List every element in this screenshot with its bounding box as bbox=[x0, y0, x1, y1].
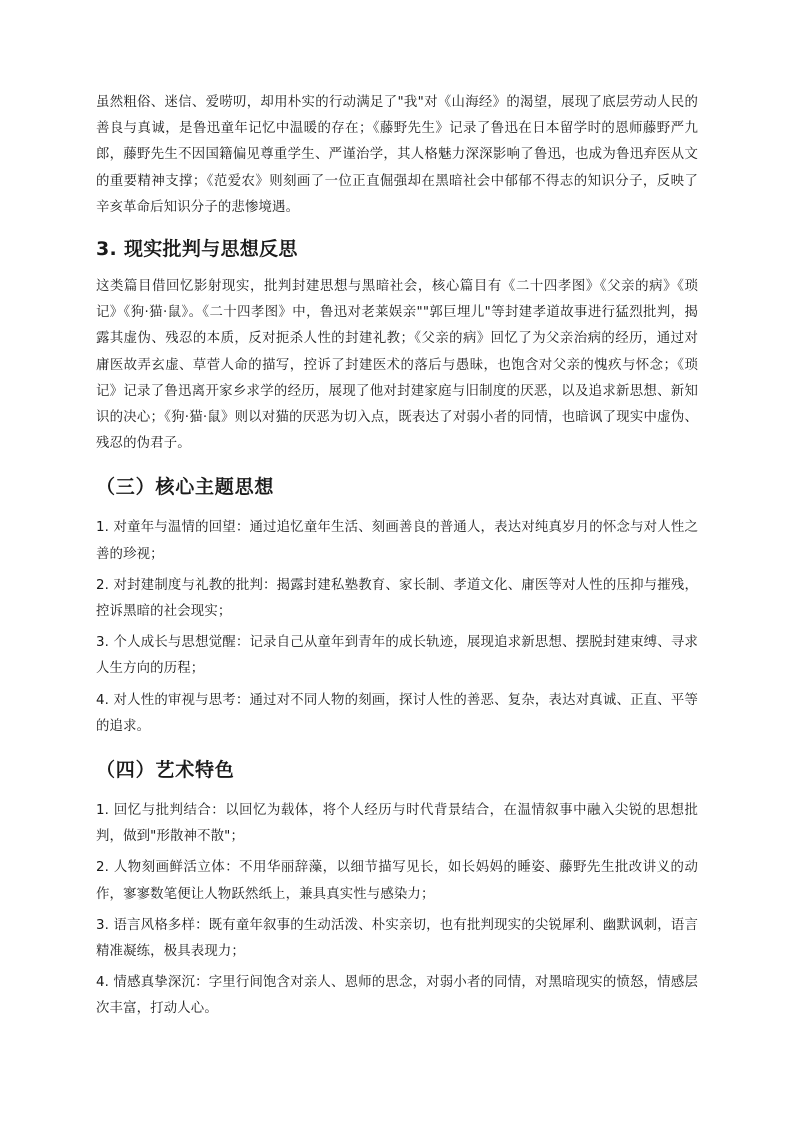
art-list-item: 1. 回忆与批判结合：以回忆为载体，将个人经历与时代背景结合，在温情叙事中融入尖锐的思想批判，做到"形散神不散"； bbox=[96, 803, 698, 845]
theme-list-item: 2. 对封建制度与礼教的批判：揭露封建私塾教育、家长制、孝道文化、庸医等对人性的压抑与摧残，控诉黑暗的社会现实； bbox=[96, 577, 698, 620]
theme-list-item: 3. 个人成长与思想觉醒：记录自己从童年到青年的成长轨迹，展现追求新思想、摆脱封建束缚、寻求人生方向的历程； bbox=[96, 635, 698, 677]
theme-section-heading: （三）核心主题思想 bbox=[96, 476, 275, 499]
theme-list-item: 1. 对童年与温情的回望：通过追忆童年生活、刻画善良的普通人，表达对纯真岁月的怀念与对人性之善的珍视； bbox=[96, 520, 698, 562]
theme-list-item: 4. 对人性的审视与思考：通过对不同人物的刻画，探讨人性的善恶、复杂，表达对真诚、正直、平等的追求。 bbox=[96, 692, 698, 734]
art-section-heading: （四）艺术特色 bbox=[96, 759, 235, 782]
document-body bbox=[96, 90, 698, 1028]
section-3-heading: 3. 现实批判与思想反思 bbox=[96, 238, 298, 261]
section-3-paragraph: 这类篇目借回忆影射现实，批判封建思想与黑暗社会，核心篇目有《二十四孝图》《父亲的病》《琐记》《狗·猫·鼠》。《二十四孝图》中，鲁迅对老莱娱亲""郭巨埋儿"等封建孝道故事进行猛烈批判，揭露其虚伪、残忍的本质，反对扼杀人性的封建礼教；《父亲的病》回忆了为父亲治病的经历，通过对庸医故弄玄虚、草菅人命的描写，控诉了封建医术的落后与愚昧，也饱含对父亲的愧疚与怀念；《琐记》记录了鲁迅离开家乡求学的经历，展现了他对封建家庭与旧制度的厌恶，以及追求新思想、新知识的决心；《狗·猫·鼠》则以对猫的厌恶为切入点，既表达了对弱小者的同情，也暗讽了现实中虚伪、残忍的伪君子。 bbox=[96, 279, 698, 452]
intro-paragraph: 虽然粗俗、迷信、爱唠叨，却用朴实的行动满足了"我"对《山海经》的渴望，展现了底层劳动人民的善良与真诚，是鲁迅童年记忆中温暖的存在；《藤野先生》记录了鲁迅在日本留学时的恩师藤野严九郎，藤野先生不因国籍偏见尊重学生、严谨治学，其人格魅力深深影响了鲁迅，也成为鲁迅弃医从文的重要精神支撑；《范爱农》则刻画了一位正直倔强却在黑暗社会中郁郁不得志的知识分子，反映了辛亥革命后知识分子的悲惨境遇。 bbox=[96, 95, 698, 215]
art-list-item: 4. 情感真挚深沉：字里行间饱含对亲人、恩师的思念，对弱小者的同情，对黑暗现实的愤怒，情感层次丰富，打动人心。 bbox=[96, 975, 698, 1017]
art-list bbox=[96, 798, 698, 1023]
art-list-item: 2. 人物刻画鲜活立体：不用华丽辞藻，以细节描写见长，如长妈妈的睡姿、藤野先生批改讲义的动作，寥寥数笔便让人物跃然纸上，兼具真实性与感染力； bbox=[96, 860, 698, 902]
theme-list bbox=[96, 515, 698, 740]
art-list-item: 3. 语言风格多样：既有童年叙事的生动活泼、朴实亲切，也有批判现实的尖锐犀利、幽默讽刺，语言精准凝练，极具表现力； bbox=[96, 917, 698, 960]
